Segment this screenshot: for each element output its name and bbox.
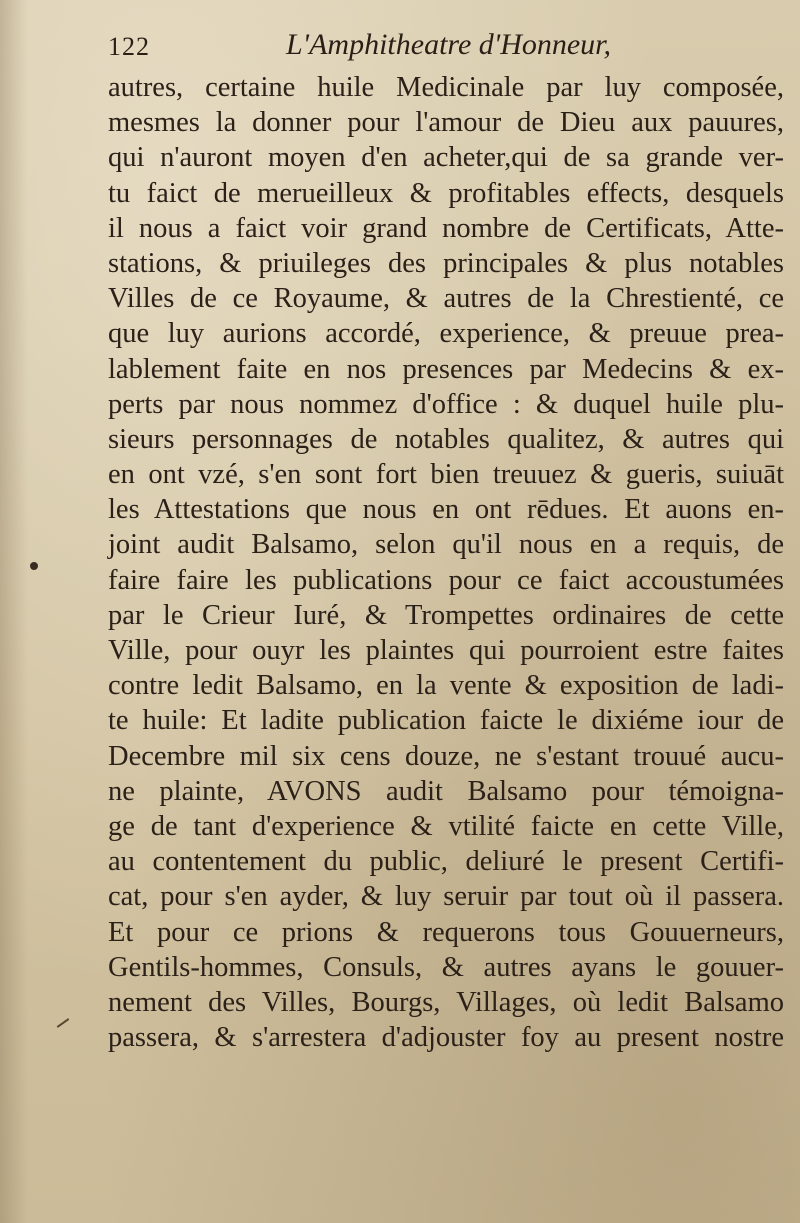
text-line: contre ledit Balsamo, en la vente & exposition de ladi- [108,670,784,702]
text-line: Decembre mil six cens douze, ne s'estant trouué aucu- [108,740,784,772]
text-line: tu faict de merueilleux & profitables effects, desquels [108,177,784,209]
text-line: perts par nous nommez d'office : & duquel huile plu- [108,388,784,420]
margin-pen-mark [57,1018,70,1028]
text-line: stations, & priuileges des principales & plus notables [108,247,784,279]
running-title: L'Amphitheatre d'Honneur, [286,28,612,61]
text-line: qui n'auront moyen d'en acheter,qui de sa grande ver- [108,142,784,174]
body-text [108,70,788,1055]
page-number: 122 [108,32,150,61]
text-line: Ville, pour ouyr les plaintes qui pourroient estre faites [108,635,784,666]
text-line: les Attestations que nous en ont rēdues. Et auons en- [108,494,784,526]
text-line: faire faire les publications pour ce faict accoustumées [108,564,784,596]
running-head [108,28,708,68]
text-line: mesmes la donner pour l'amour de Dieu aux pauures, [108,107,784,139]
text-line: Et pour ce prions & requerons tous Gouuerneurs, [108,916,784,948]
margin-dot-mark [30,562,38,570]
text-line: ge de tant d'experience & vtilité faicte en cette Ville, [108,810,784,842]
text-line: passera, & s'arrestera d'adjouster foy au present nostre [108,1022,784,1054]
text-line: sieurs personnages de notables qualitez, & autres qui [108,423,784,455]
text-line: au contentement du public, deliuré le present Certifi- [108,846,784,878]
text-line: autres, certaine huile Medicinale par luy composée, [108,72,784,103]
page-edge-shadow [0,0,28,1223]
text-line: Gentils-hommes, Consuls, & autres ayans le gouuer- [108,951,784,983]
text-line: cat, pour s'en ayder, & luy seruir par tout où il passera. [108,881,784,913]
text-line: te huile: Et ladite publication faicte le dixiéme iour de [108,705,784,737]
text-line: ne plainte, AVONS audit Balsamo pour témoigna- [108,775,784,807]
text-line: que luy aurions accordé, experience, & preuue prea- [108,318,784,350]
text-line: nement des Villes, Bourgs, Villages, où ledit Balsamo [108,986,784,1018]
text-line: lablement faite en nos presences par Medecins & ex- [108,353,784,385]
text-line: Villes de ce Royaume, & autres de la Chrestienté, ce [108,283,784,315]
text-line: il nous a faict voir grand nombre de Certificats, Atte- [108,212,784,244]
text-line: en ont vzé, s'en sont fort bien treuuez & gueris, suiuāt [108,459,784,491]
text-line: joint audit Balsamo, selon qu'il nous en a requis, de [108,529,784,561]
text-line: par le Crieur Iuré, & Trompettes ordinaires de cette [108,599,784,631]
